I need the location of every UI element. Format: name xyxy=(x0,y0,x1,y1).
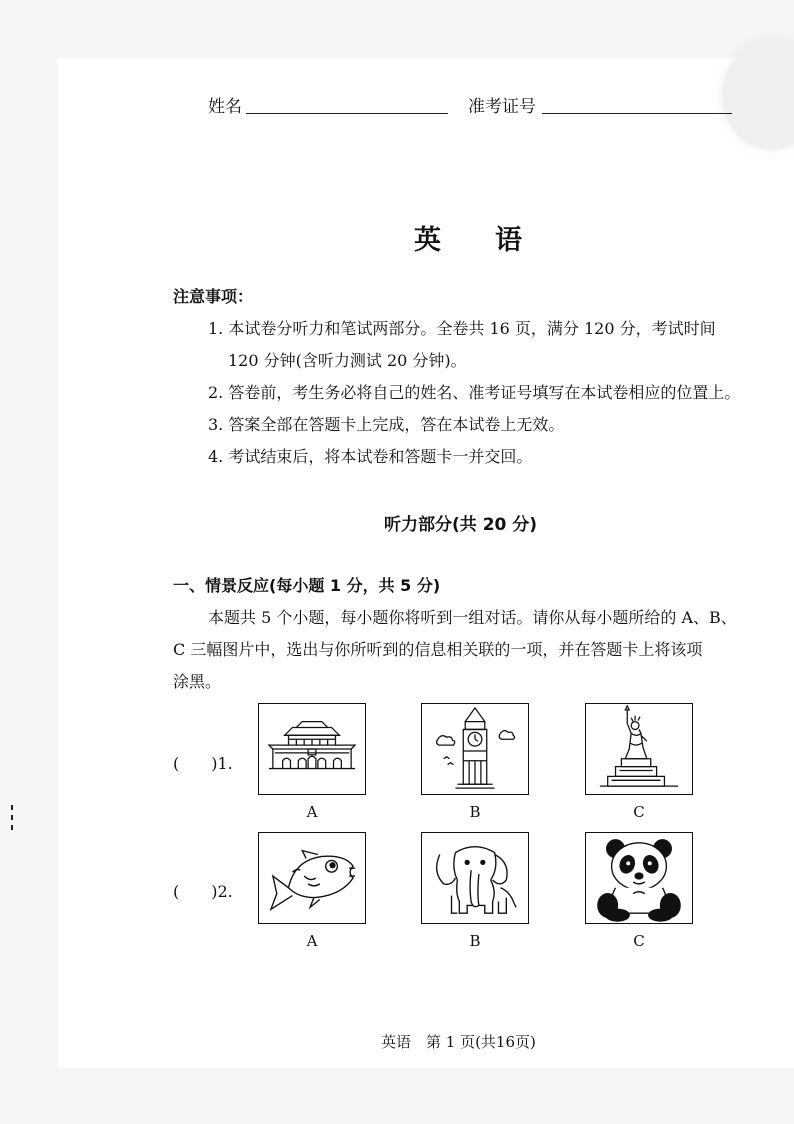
binding-dash xyxy=(11,815,13,820)
notice-item-2: 2. 答卷前，考生务必将自己的姓名、准考证号填写在本试卷相应的位置上。 xyxy=(208,383,741,402)
page-title: 英 语 xyxy=(414,225,522,256)
option-1a-label: A xyxy=(306,803,318,821)
question-1-number[interactable]: ( )1. xyxy=(173,754,233,773)
option-2a-picture[interactable] xyxy=(258,832,366,924)
notice-heading: 注意事项： xyxy=(173,287,254,306)
page-footer: 英语 第 1 页(共16页) xyxy=(381,1033,536,1051)
listening-heading: 听力部分(共 20 分) xyxy=(384,515,538,535)
option-2c-picture[interactable] xyxy=(585,832,693,924)
option-1b-picture[interactable] xyxy=(421,703,529,795)
panda-icon xyxy=(586,833,692,923)
option-1b-label: B xyxy=(469,803,481,821)
option-1a-picture[interactable] xyxy=(258,703,366,795)
option-1c-picture[interactable] xyxy=(585,703,693,795)
notice-item-1-line-2: 120 分钟(含听力测试 20 分钟)。 xyxy=(228,351,467,370)
option-2b-picture[interactable] xyxy=(421,832,529,924)
instructions-line-3: 涂黑。 xyxy=(173,672,222,691)
notice-item-1-line-1: 1. 本试卷分听力和笔试两部分。全卷共 16 页，满分 120 分，考试时间 xyxy=(208,319,716,338)
section-1-heading: 一、情景反应(每小题 1 分，共 5 分) xyxy=(173,576,441,595)
big-ben-icon xyxy=(422,704,528,794)
name-field[interactable] xyxy=(246,113,448,114)
tiananmen-icon xyxy=(259,704,365,794)
question-2-number[interactable]: ( )2. xyxy=(173,882,233,901)
binding-dash xyxy=(11,805,13,810)
exam-id-field[interactable] xyxy=(542,113,732,114)
elephant-icon xyxy=(422,833,528,923)
option-2b-label: B xyxy=(469,932,481,950)
exam-id-label: 准考证号 xyxy=(468,97,536,117)
instructions-line-1: 本题共 5 个小题，每小题你将听到一组对话。请你从每小题所给的 A、B、 xyxy=(208,608,737,627)
option-1c-label: C xyxy=(633,803,645,821)
notice-item-3: 3. 答案全部在答题卡上完成，答在本试卷上无效。 xyxy=(208,415,565,434)
name-label: 姓名 xyxy=(208,97,242,117)
option-2c-label: C xyxy=(633,932,645,950)
statue-of-liberty-icon xyxy=(586,704,692,794)
option-2a-label: A xyxy=(306,932,318,950)
binding-dash xyxy=(11,825,13,830)
fish-icon xyxy=(259,833,365,923)
instructions-line-2: C 三幅图片中，选出与你所听到的信息相关联的一项，并在答题卡上将该项 xyxy=(173,640,703,659)
notice-item-4: 4. 考试结束后，将本试卷和答题卡一并交回。 xyxy=(208,447,533,466)
